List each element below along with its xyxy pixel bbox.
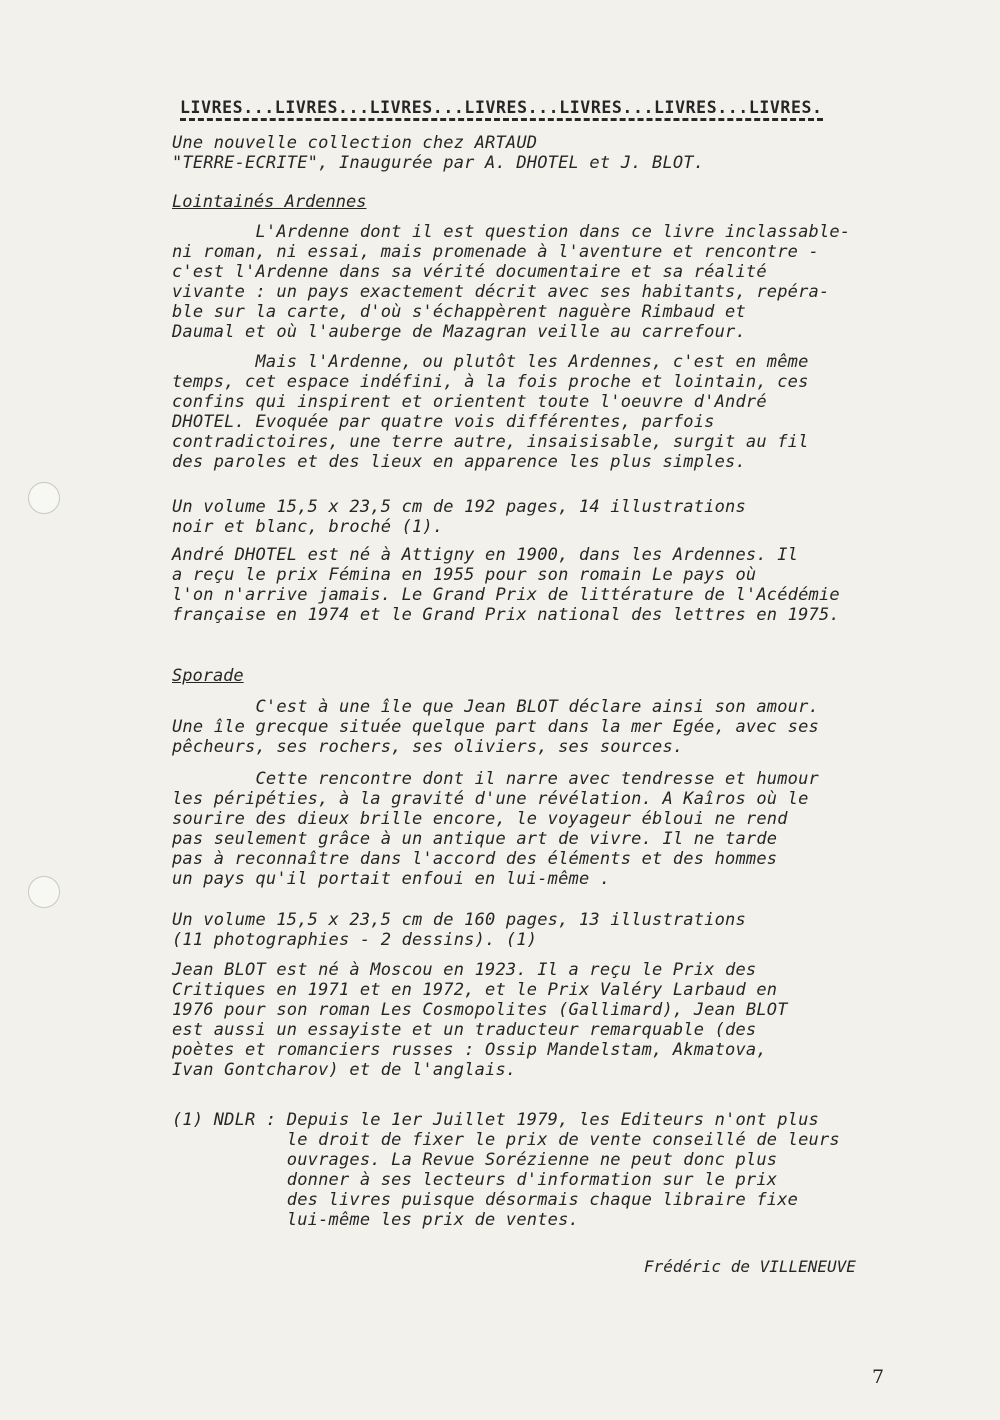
section-2-paragraph-2: Cette rencontre dont il narre avec tendresse et humour les péripéties, à la gravité d'une révélation. A Kaîros où le sourire des dieux brille encore, le voyageur ébloui ne rend pas seulement grâce à un antique art de vivre. Il ne tarde pas à reconnaître dans l'accord des éléments et des hommes un pays qu'il portait enfoui en lui-même .: [172, 769, 819, 889]
section-1-paragraph-2: Mais l'Ardenne, ou plutôt les Ardennes, c'est en même temps, cet espace indéfini, à la fois proche et lointain, ces confins qui inspirent et orientent toute l'oeuvre d'André DHOTEL. Evoquée par quatre vois différentes, parfois contradictoires, une terre autre, insaisisable, surgit au fil des paroles et des lieux en apparence les plus simples.: [172, 352, 809, 472]
section-1-volume-info: Un volume 15,5 x 23,5 cm de 192 pages, 14 illustrations noir et blanc, broché (1).: [172, 497, 746, 537]
section-title-sporade: Sporade: [172, 666, 244, 686]
section-1-paragraph-1: L'Ardenne dont il est question dans ce livre inclassable- ni roman, ni essai, mais promenade à l'aventure et rencontre - c'est l'Ardenne dans sa vérité documentaire et sa réalité vivante : un pays exactement décrit avec ses habitants, repéra- ble sur la carte, d'où s'échappèrent naguère Rimbaud et Daumal et où l'auberge de Mazagran veille au carrefour.: [172, 222, 851, 342]
section-2-author-bio: Jean BLOT est né à Moscou en 1923. Il a reçu le Prix des Critiques en 1971 et en 1972, et le Prix Valéry Larbaud en 1976 pour son roman Les Cosmopolites (Gallimard), Jean BLOT est aussi un essayiste et un traducteur remarquable (des poètes et romanciers russes : Ossip Mandelstam, Akmatova, Ivan Gontcharov) et de l'anglais.: [172, 960, 788, 1080]
collection-line-2: "TERRE-ECRITE", Inaugurée par A. DHOTEL et J. BLOT.: [172, 153, 705, 173]
punch-hole-top: [28, 482, 60, 514]
section-2-volume-info: Un volume 15,5 x 23,5 cm de 160 pages, 13 illustrations (11 photographies - 2 dessins). (1): [172, 910, 746, 950]
section-title-lointaines-ardennes: Lointainés Ardennes: [172, 192, 367, 212]
section-1-author-bio: André DHOTEL est né à Attigny en 1900, dans les Ardennes. Il a reçu le prix Fémina en 1955 pour son romain Le pays où l'on n'arrive jamais. Le Grand Prix de littérature de l'Acédémie française en 1974 et le Grand Prix national des lettres en 1975.: [172, 545, 840, 625]
editor-note: (1) NDLR : Depuis le 1er Juillet 1979, les Editeurs n'ont plus le droit de fixer le prix de vente conseillé de leurs ouvrages. La Revue Sorézienne ne peut donc plus donner à ses lecteurs d'information sur le prix des livres puisque désormais chaque libraire fixe lui-même les prix de ventes.: [172, 1110, 840, 1230]
page-number: 7: [872, 1366, 885, 1388]
author-signature: Frédéric de VILLENEUVE: [644, 1257, 856, 1276]
collection-line-1: Une nouvelle collection chez ARTAUD: [172, 133, 538, 153]
books-banner: LIVRES...LIVRES...LIVRES...LIVRES...LIVRES...LIVRES...LIVRES.: [180, 98, 823, 121]
section-2-paragraph-1: C'est à une île que Jean BLOT déclare ainsi son amour. Une île grecque située quelque part dans la mer Egée, avec ses pêcheurs, ses rochers, ses oliviers, ses sources.: [172, 697, 819, 757]
punch-hole-bottom: [28, 876, 60, 908]
